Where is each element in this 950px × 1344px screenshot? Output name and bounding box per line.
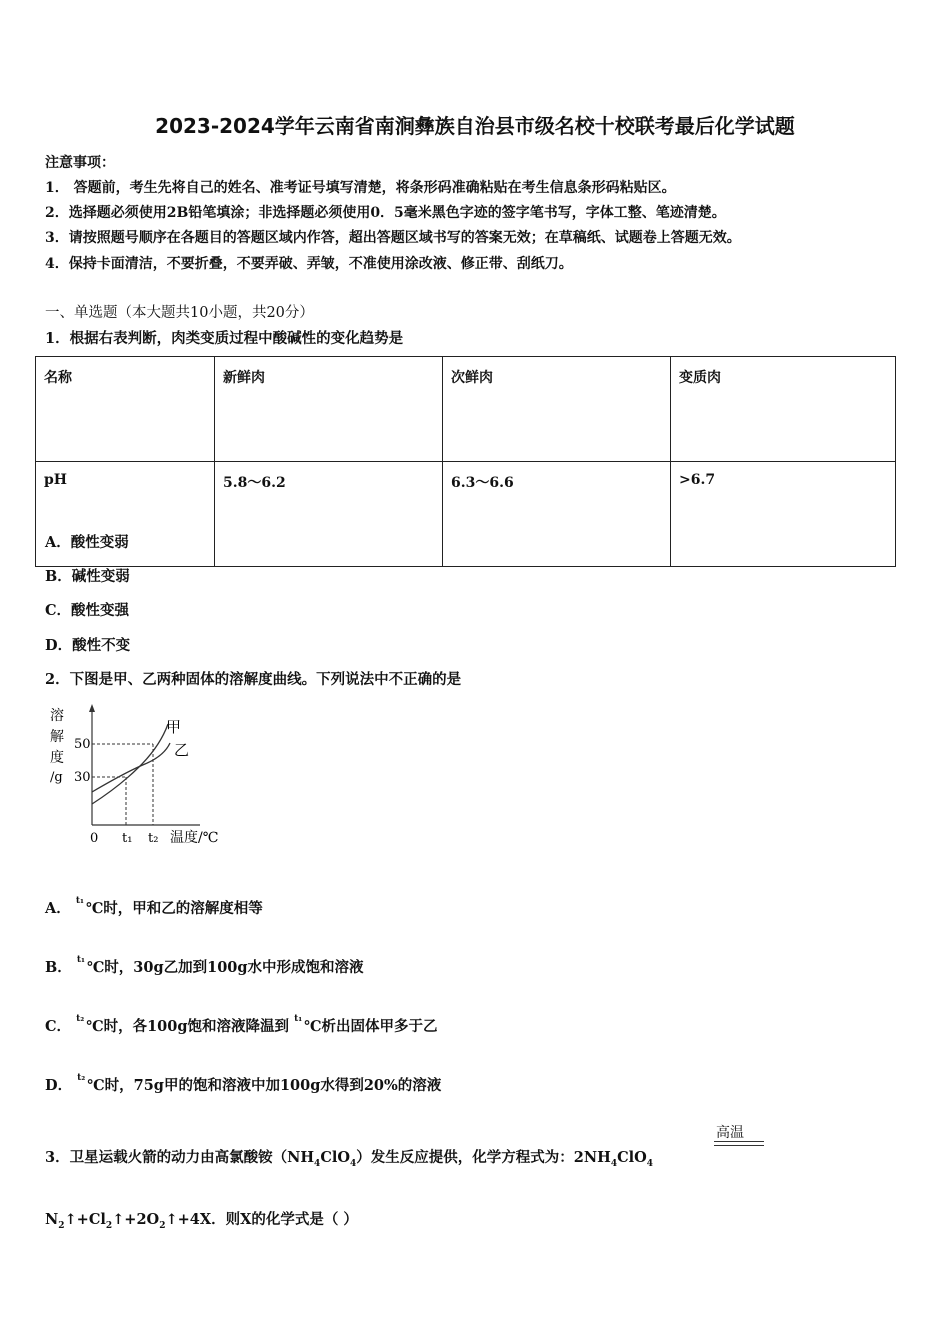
q2-option-c: C． $^{t_2}$ ℃时，各100g饱和溶液降温到 $^{t_1}$ ℃析出固体甲多于乙: [45, 1014, 438, 1035]
q2-option-d: D． $^{t_2}$ ℃时，75g甲的饱和溶液中加100g水得到20%的溶液: [45, 1073, 442, 1094]
table-cell: pH: [36, 462, 215, 567]
notice-item: 3．请按照题号顺序在各题目的答题区域内作答，超出答题区域书写的答案无效；在草稿纸、试题卷上答题无效。: [45, 230, 741, 246]
t2-symbol: t₂: [76, 1014, 85, 1024]
x-axis-label: 温度/℃: [170, 830, 219, 846]
q1-option-b: B．碱性变弱: [45, 568, 130, 585]
notice-heading: 注意事项：: [45, 155, 115, 171]
q1-option-a: A．酸性变弱: [45, 534, 129, 551]
table-row: [36, 357, 896, 462]
y-axis-label: /g: [50, 770, 63, 785]
question-1-text: 1．根据右表判断，肉类变质过程中酸碱性的变化趋势是: [45, 330, 404, 347]
y-tick-label: 30: [74, 770, 91, 785]
solubility-chart: [40, 700, 240, 855]
series-label-yi: 乙: [174, 741, 190, 759]
q2-option-a: A． $^{t_1}$ ℃时，甲和乙的溶解度相等: [45, 896, 263, 917]
question-3-line-2: $N_2↑+Cl_2↑+2O_2↑+4X$．则X的化学式是（ ）: [45, 1211, 358, 1231]
y-tick-label: 50: [74, 737, 91, 752]
page-title: 2023-2024学年云南省南涧彝族自治县市级名校十校联考最后化学试题: [155, 114, 795, 138]
t1-symbol: t₁: [294, 1014, 303, 1024]
x-tick-label: t₁: [122, 831, 133, 846]
q2-option-b: B． $^{t_1}$ ℃时，30g乙加到100g水中形成饱和溶液: [45, 955, 364, 976]
series-label-jia: 甲: [166, 718, 182, 736]
table-cell: 5.8～6.2: [215, 462, 443, 567]
notice-item: 4．保持卡面清洁，不要折叠，不要弄破、弄皱，不准使用涂改液、修正带、刮纸刀。: [45, 256, 573, 272]
notice-item: 1． 答题前，考生先将自己的姓名、准考证号填写清楚，将条形码准确粘贴在考生信息条形码粘贴区。: [45, 180, 676, 196]
table-header-cell: 变质肉: [671, 357, 896, 462]
ph-table: [35, 356, 896, 567]
equation-line-top: [714, 1141, 764, 1142]
y-axis-label: 解: [50, 729, 64, 745]
t2-symbol: t₂: [77, 1073, 86, 1083]
equation-line-bottom: [714, 1145, 764, 1146]
x-tick-label: 0: [90, 831, 99, 846]
q1-option-c: C．酸性变强: [45, 602, 130, 619]
curve-jia: [92, 724, 168, 804]
table-row: [36, 462, 896, 567]
notice-item: 2．选择题必须使用2B铅笔填涂；非选择题必须使用0．5毫米黑色字迹的签字笔书写，字体工整、笔迹清楚。: [45, 205, 726, 221]
t1-symbol: t₁: [75, 896, 84, 906]
section-heading: 一、单选题（本大题共10小题，共20分）: [45, 305, 314, 321]
table-header-cell: 次鲜肉: [443, 357, 671, 462]
curve-yi: [92, 743, 170, 792]
table-header-cell: 名称: [36, 357, 215, 462]
question-3-line-1: 3．卫星运载火箭的动力由高氯酸铵$(NH_4ClO_4)$发生反应提供，化学方程式为：$2NH_4ClO_4$: [45, 1149, 654, 1169]
y-axis-arrow: [89, 704, 95, 712]
y-axis-label: 溶: [50, 708, 64, 724]
table-header-cell: 新鲜肉: [215, 357, 443, 462]
table-cell: 6.3～6.6: [443, 462, 671, 567]
reaction-condition: 高温: [716, 1125, 744, 1141]
y-axis-label: 度: [50, 750, 64, 766]
t1-symbol: t₁: [76, 955, 85, 965]
q1-option-d: D．酸性不变: [45, 637, 131, 654]
question-2-text: 2．下图是甲、乙两种固体的溶解度曲线。下列说法中不正确的是: [45, 671, 462, 688]
table-cell: >6.7: [671, 462, 896, 567]
x-tick-label: t₂: [148, 831, 159, 846]
